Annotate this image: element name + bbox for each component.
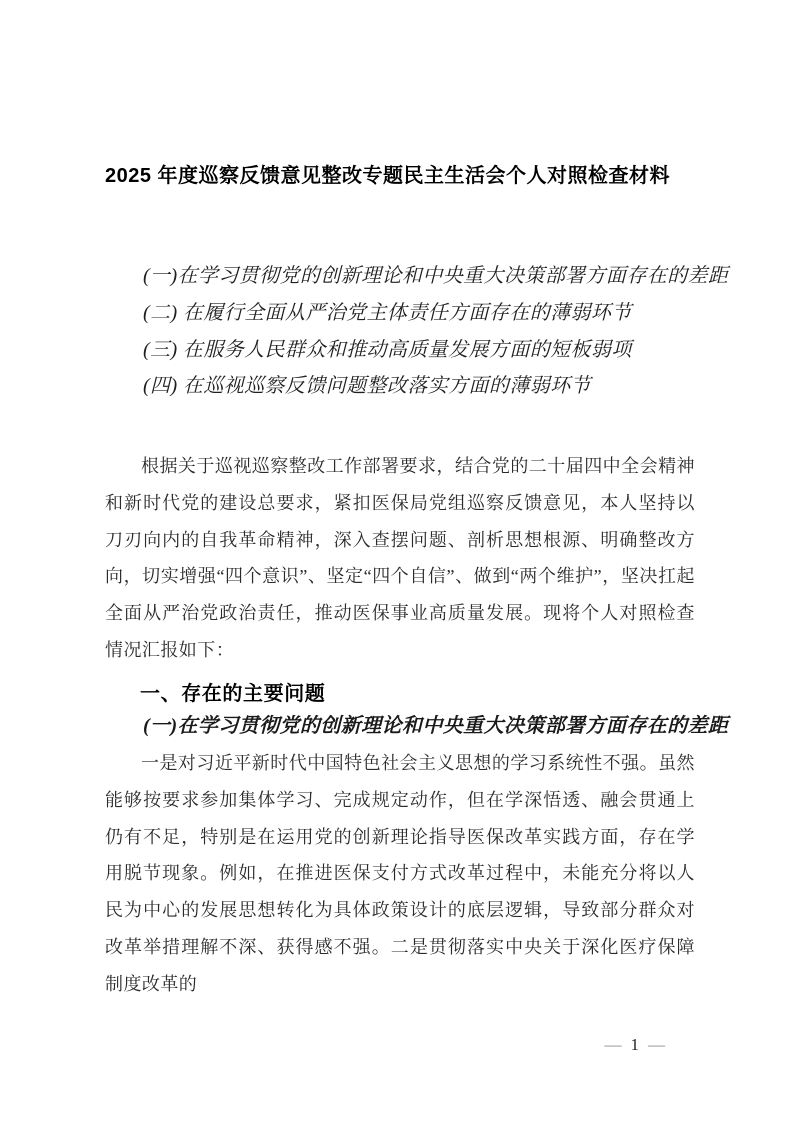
section-heading: 一、存在的主要问题: [140, 683, 326, 705]
page-number-value: 1: [630, 1035, 639, 1054]
page-number-dash-left: —: [604, 1035, 622, 1054]
subsection-heading: (一)在学习贯彻党的创新理论和中央重大决策部署方面存在的差距: [143, 715, 729, 737]
page-number-dash-right: —: [648, 1035, 665, 1054]
outline-item-4: (四) 在巡视巡察反馈问题整改落实方面的薄弱环节: [143, 375, 591, 398]
page-number: [605, 1033, 666, 1057]
outline-list: [105, 258, 729, 405]
body-paragraph: 一是对习近平新时代中国特色社会主义思想的学习系统性不强。虽然能够按要求参加集体学习、完成规定动作，但在学深悟透、融会贯通上仍有不足，特别是在运用党的创新理论指导医保改革实践方面，存在学用脱节现象。例如，在推进医保支付方式改革过程中，未能充分将以人民为中心的发展思想转化为具体政策设计的底层逻辑，导致部分群众对改革举措理解不深、获得感不强。二是贯彻落实中央关于深化医疗保障制度改革的: [105, 753, 695, 994]
outline-item-3: (三) 在服务人民群众和推动高质量发展方面的短板弱项: [143, 338, 632, 361]
intro-paragraph: 根据关于巡视巡察整改工作部署要求，结合党的二十届四中全会精神和新时代党的建设总要求，紧扣医保局党组巡察反馈意见，本人坚持以刀刃向内的自我革命精神，深入查摆问题、剖析思想根源、明确整改方向，切实增强“四个意识”、坚定“四个自信”、做到“两个维护”，坚决扛起全面从严治党政治责任，推动医保事业高质量发展。现将个人对照检查情况汇报如下：: [105, 456, 695, 660]
document-title: 2025 年度巡察反馈意见整改专题民主生活会个人对照检查材料: [105, 165, 671, 187]
outline-item-1: (一)在学习贯彻党的创新理论和中央重大决策部署方面存在的差距: [143, 265, 729, 287]
outline-item-2: (二) 在履行全面从严治党主体责任方面存在的薄弱环节: [143, 301, 632, 324]
